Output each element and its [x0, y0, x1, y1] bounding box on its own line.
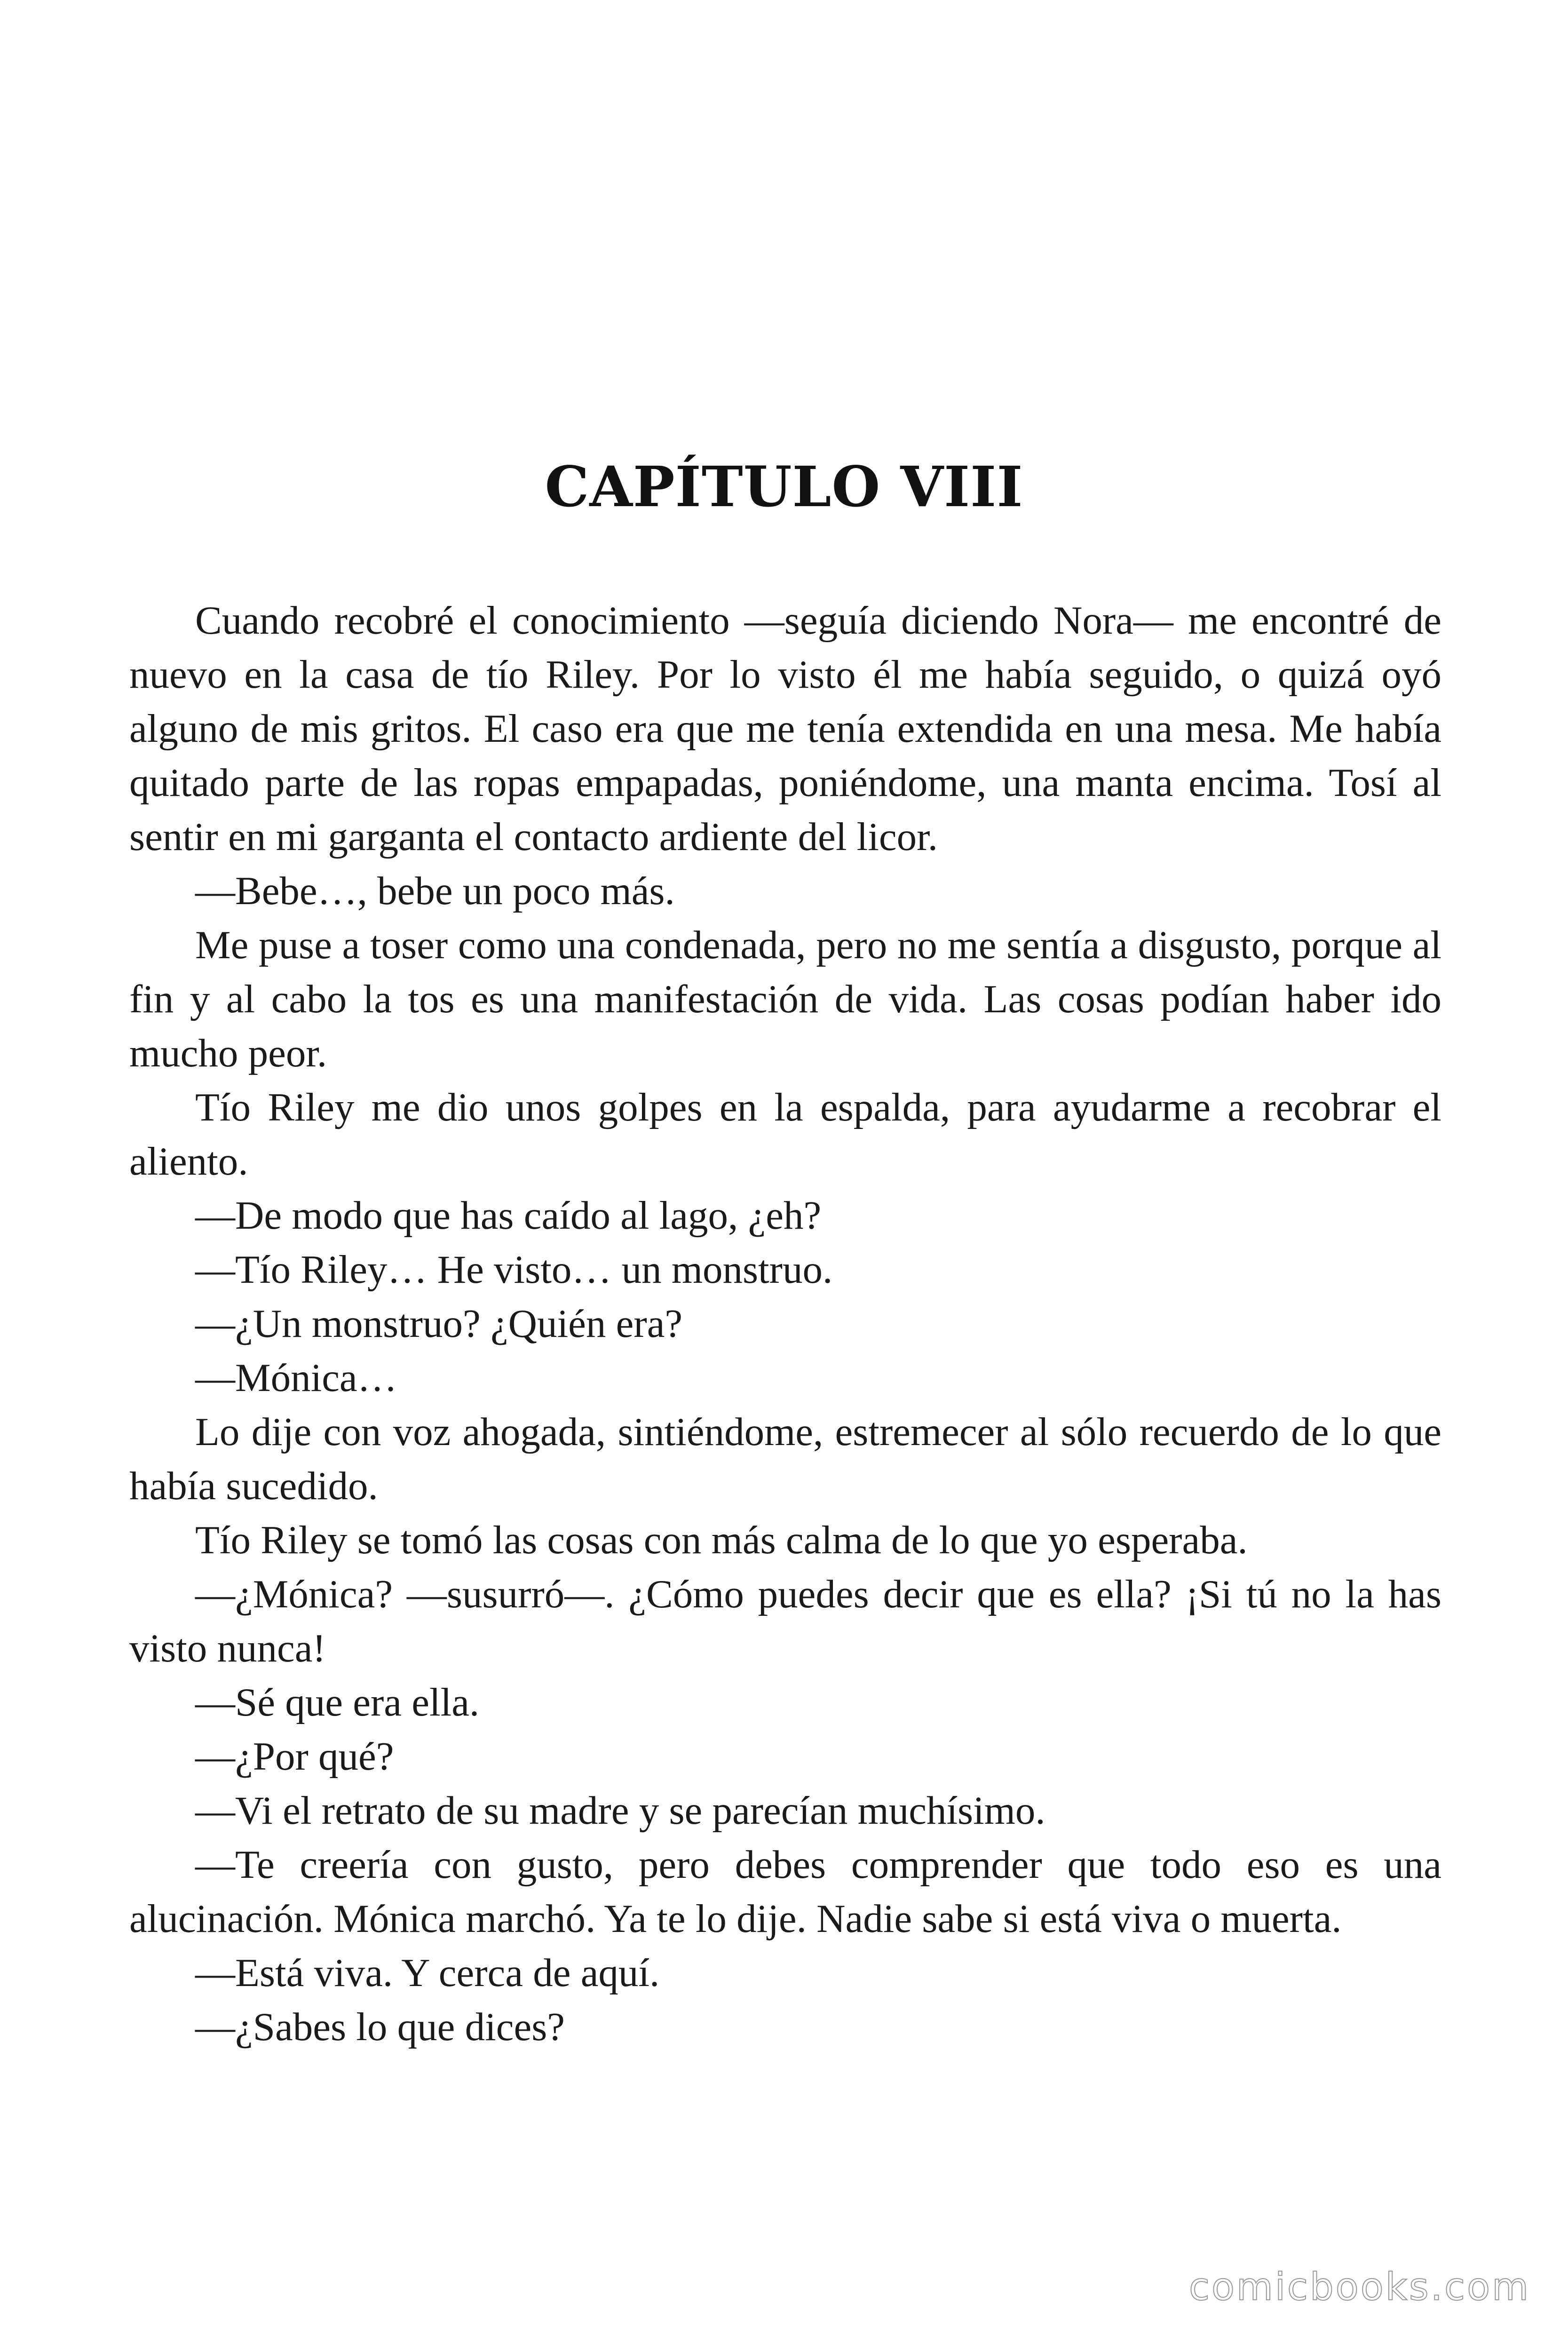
- paragraph: —Vi el retrato de su madre y se parecían muchísimo.: [195, 1788, 1045, 1833]
- paragraph: Tío Riley se tomó las cosas con más calma de lo que yo esperaba.: [195, 1518, 1248, 1562]
- paragraph: —¿Por qué?: [195, 1734, 394, 1779]
- paragraph: Lo dije con voz ahogada, sintiéndome, estremecer al sólo recuerdo de lo que había sucedido.: [129, 1410, 1441, 1508]
- paragraph: —Bebe…, bebe un poco más.: [195, 869, 675, 913]
- paragraph: —Mónica…: [195, 1356, 397, 1400]
- chapter-title: CAPÍTULO VIII: [545, 454, 1023, 519]
- chapter-body: [129, 594, 1441, 2054]
- paragraph: —¿Un monstruo? ¿Quién era?: [195, 1302, 683, 1346]
- paragraph: —Está viva. Y cerca de aquí.: [195, 1951, 660, 1995]
- paragraph: —Sé que era ella.: [195, 1680, 480, 1724]
- paragraph: Tío Riley me dio unos golpes en la espalda, para ayudarme a recobrar el aliento.: [129, 1085, 1441, 1184]
- paragraph: —¿Sabes lo que dices?: [195, 2005, 565, 2049]
- paragraph: —Te creería con gusto, pero debes comprender que todo eso es una alucinación. Mónica marchó. Ya te lo dije. Nadie sabe si está viva o muerta.: [129, 1843, 1441, 1941]
- watermark: comicbooks.com: [1188, 2265, 1530, 2309]
- paragraph: Cuando recobré el conocimiento —seguía diciendo Nora— me encontré de nuevo en la casa de tío Riley. Por lo visto él me había seguido, o quizá oyó alguno de mis gritos. El caso era que me tenía extendida en una mesa. Me había quitado parte de las ropas empapadas, poniéndome, una manta encima. Tosí al sentir en mi garganta el contacto ardiente del licor.: [129, 598, 1441, 859]
- paragraph: —De modo que has caído al lago, ¿eh?: [195, 1193, 822, 1238]
- paragraph: —Tío Riley… He visto… un monstruo.: [195, 1248, 833, 1292]
- paragraph: Me puse a toser como una condenada, pero no me sentía a disgusto, porque al fin y al cabo la tos es una manifestación de vida. Las cosas podían haber ido mucho peor.: [129, 923, 1441, 1075]
- paragraph: —¿Mónica? —susurró—. ¿Cómo puedes decir que es ella? ¡Si tú no la has visto nunca!: [129, 1572, 1441, 1670]
